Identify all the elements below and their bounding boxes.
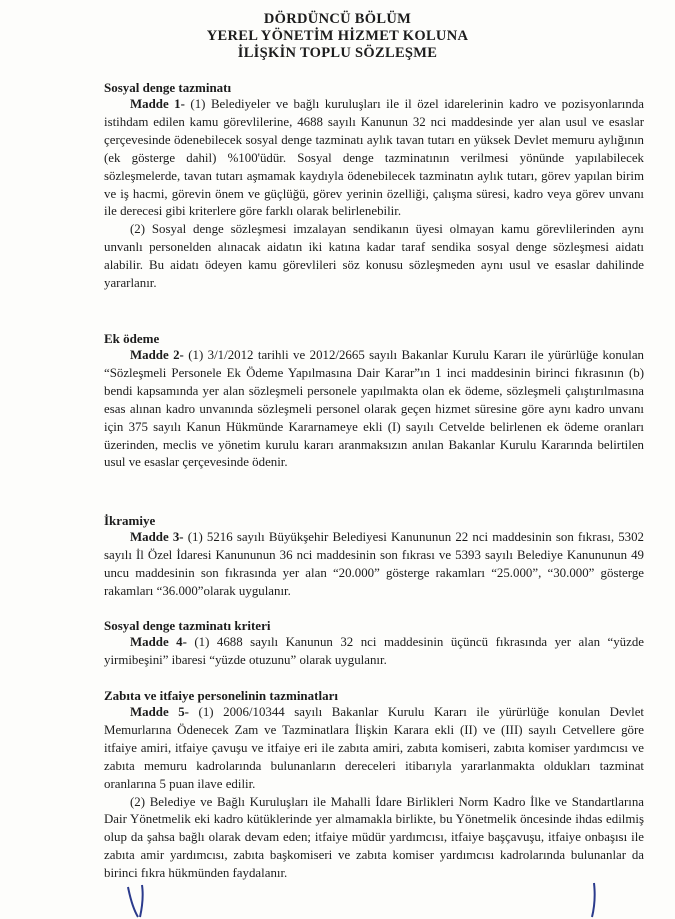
article-label: Madde 1- [130,97,185,111]
section-title: Zabıta ve itfaiye personelinin tazminatları [104,688,338,703]
article-5-para-1 [104,704,644,794]
article-text: (1) Belediyeler ve bağlı kuruluşları ile il özel idarelerinin kadro ve pozisyonlarında istihdam edilen kamu görevlilerine, 4688 sayılı Kanunun 32 nci maddesinde yer alan usul ve esaslar çerçevesinde ödenebilecek sosyal denge tazminatı aylık tavan tutarı en yüksek Devlet memuru aylığının (ek gösterge dahil) %100'üdür. Sosyal denge tazminatının verilmesi yönünde yapılabilecek sözleşmelerde, tavan tutarı aşmamak kaydıyla ödenebilecek tazminatın aylık tutarı, görev yapılan birim ve iş hacmi, görevin önem ve güçlüğü, görev yerinin özelliği, çalışma süresi, kadro veya görev unvanı ile derecesi gibi kriterlere göre farklı olarak belirlenebilir. [104,97,644,219]
section-sdt-kriteri [104,617,644,670]
article-label: Madde 5- [130,705,189,719]
chapter-subheading-2: İLİŞKİN TOPLU SÖZLEŞME [237,45,438,61]
chapter-subheading: YEREL YÖNETİM HİZMET KOLUNA [206,28,469,44]
section-sosyal-denge [104,79,644,293]
article-1-para-1 [104,96,644,221]
article-text: (1) 3/1/2012 tarihli ve 2012/2665 sayılı Bakanlar Kurulu Kararı ile yürürlüğe konulan “Sözleşmeli Personele Ek Ödeme Yapılmasına Dair Karar”ın 1 inci maddesinin birinci fıkrasının (b) bendi kapsamında yer alan sözleşmeli personele yapılmakta olan ek ödeme, sözleşmeli çalıştırılmasına esas alınan kadro unvanında sözleşmeli personel olarak geçen hizmet süresine göre aynı kadro unvanı için 375 sayılı Kanun Hükmünde Kararnameye ekli (I) sayılı Cetvelde belirlenen ek ödeme oranları üzerinden, meclis ve yönetim kurulu kararı aranmaksızın anılan Bakanlar Kurulu Kararında belirtilen usul ve esaslar çerçevesinde ödenir. [104,348,644,470]
article-text: (2) Belediye ve Bağlı Kuruluşları ile Mahalli İdare Birlikleri Norm Kadro İlke ve Standartlarına Dair Yönetmelik eki kadro kütüklerinde yer almamakla birlikte, bu Yönetmelik öncesinde ihdas edilmiş olup da şahsa bağlı olarak devam eden; itfaiye müdür yardımcısı, itfaiye başçavuşu, itfaiye onbaşısı ile zabıta amir yardımcısı, zabıta başkomiseri ve zabıta komiser yardımcısı kadrolarında bulunanlar da birinci fıkra hükmünden faydalanır. [104,794,644,881]
section-title: Sosyal denge tazminatı [104,80,232,95]
article-2-para-1 [104,347,644,472]
section-title: İkramiye [104,513,156,528]
signature-mark-right [580,877,610,919]
article-1-para-2 [104,221,644,293]
article-5-para-2 [104,794,644,884]
chapter-heading: DÖRDÜNCÜ BÖLÜM [263,11,412,27]
article-text: (2) Sosyal denge sözleşmesi imzalayan sendikanın üyesi olmayan kamu görevlilerinden aynı unvanlı personelden alınacak aidatın iki katına kadar taraf sendika sosyal denge sözleşmesi aidatı alabilir. Bu aidatı ödeyen kamu görevlileri söz konusu sözleşmeden aynı usul ve esaslar dahilinde yararlanır. [104,222,644,291]
article-label: Madde 4- [130,635,187,649]
article-label: Madde 3- [130,530,184,544]
section-title: Sosyal denge tazminatı kriteri [104,618,271,633]
article-text: (1) 4688 sayılı Kanunun 32 nci maddesinin üçüncü fıkrasında yer alan “yüzde yirmibeşini” ibaresi “yüzde otuzunu” olarak uygulanır. [104,635,645,667]
article-label: Madde 2- [130,348,184,362]
article-text: (1) 2006/10344 sayılı Bakanlar Kurulu Kararı ile yürürlüğe konulan Devlet Memurlarına Ödenecek Zam ve Tazminatlara İlişkin Karara ekli (II) ve (III) sayılı Cetvellere göre itfaiye amiri, itfaiye çavuşu ve itfaiye eri ile zabıta amiri, zabıta komiseri, zabıta komiser yardımcısı ve zabıta memuru kadrolarında bulunanların dereceleri itibarıyla yararlanmakta oldukları tazminat oranlarına 5 puan ilave edilir. [104,705,644,791]
article-4-para-1 [104,634,644,670]
article-3-para-1 [104,529,644,601]
section-title: Ek ödeme [104,331,160,346]
section-ikramiye [104,512,644,601]
section-ek-odeme [104,330,644,472]
article-text: (1) 5216 sayılı Büyükşehir Belediyesi Kanununun 22 nci maddesinin son fıkrası, 5302 sayılı İl Özel İdaresi Kanununun 36 nci maddesinin son fıkrası ve 5393 sayılı Belediye Kanununun 49 uncu maddesinin son fıkrasında yer alan “20.000” gösterge rakamları “25.000”, “30.000” gösterge rakamları “36.000”olarak uygulanır. [104,530,644,598]
section-zabita-itfaiye [104,687,644,883]
signature-mark-left [120,877,180,919]
